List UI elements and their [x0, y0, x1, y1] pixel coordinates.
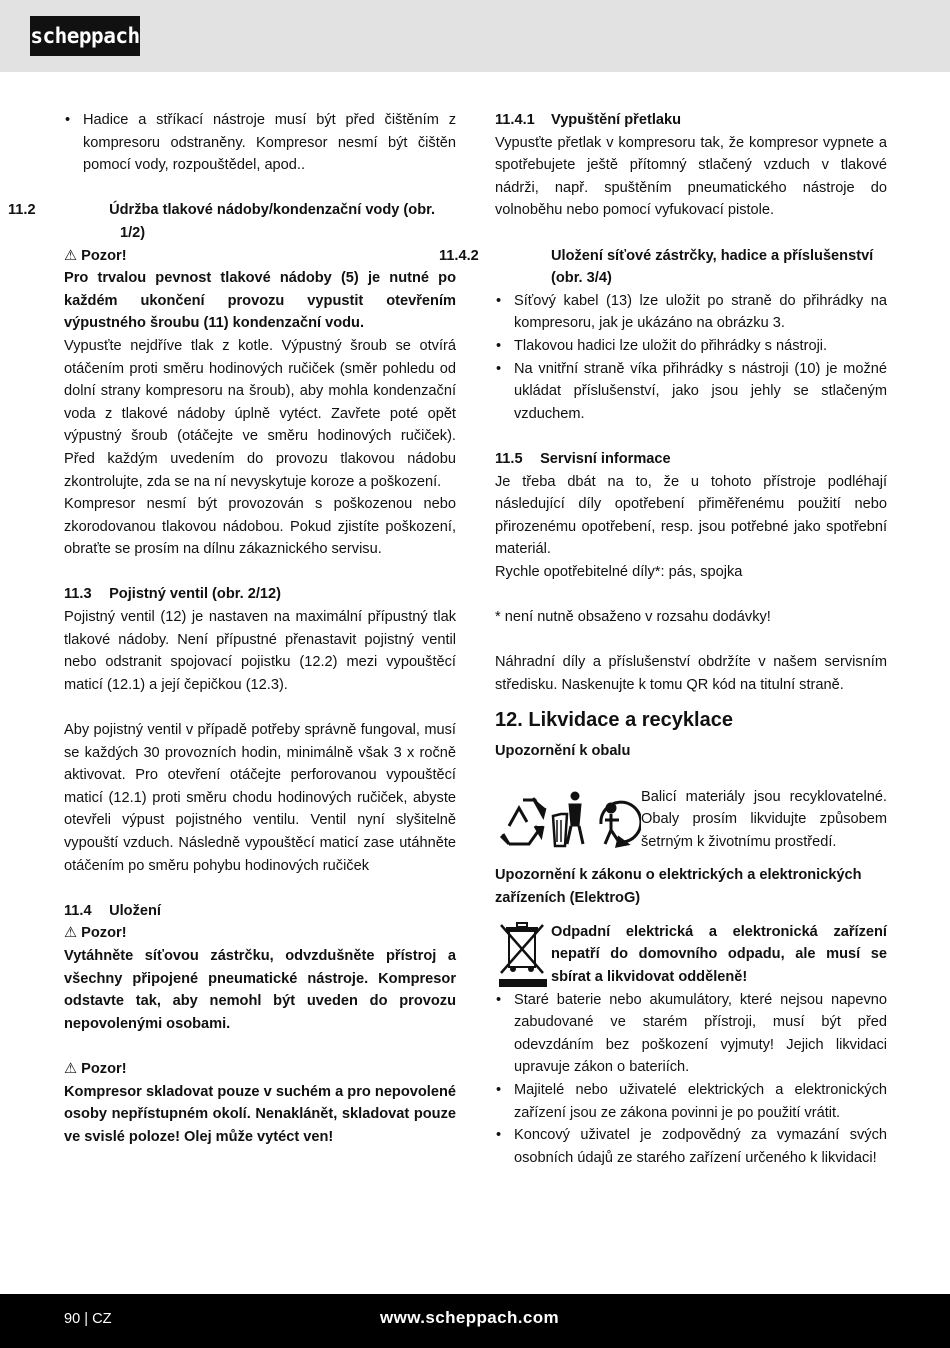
- chapter-heading: 12. Likvidace a recyklace: [495, 709, 733, 732]
- warning-triangle-icon: ⚠: [64, 1060, 78, 1077]
- section-heading-11-4: 11.4 Uložení: [64, 902, 161, 919]
- list-item: • Staré baterie nebo akumulátory, které nejsou napevno zabudované ve starém přístroji, musí být před odevzdáním bez poškození vyjmuty! Jejich likvidaci upravuje zákon o bateriích.: [495, 989, 887, 1079]
- cleaning-list: [64, 109, 456, 177]
- list-item: • Majitelé nebo uživatelé elektrických a elektronických zařízení jsou ze zákona povinni je po použití vrátit.: [495, 1079, 887, 1124]
- person-recycle-icon: [601, 802, 641, 846]
- subheading-packaging: Upozornění k obalu: [495, 743, 631, 760]
- scheppach-logo: scheppach: [30, 16, 140, 56]
- weee-notice: [495, 921, 887, 989]
- paragraph: Vypusťte přetlak v kompresoru tak, že kompresor vypnete a spotřebujete ještě přítomný stlačený vzduch v tlakové nádrži, např. spuštěním pneumatického nástroje do volnoběhu nebo pomocí vyfukovací pistole.: [495, 134, 887, 219]
- section-heading-11-2: 11.2 Údržba tlakové nádoby/kondenzační vody (obr. 1/2): [8, 202, 436, 241]
- weee-warning-text: Odpadní elektrická a elektronická zařízení nepatří do domovního odpadu, ale musí se sbírat a likvidovat odděleně!: [551, 923, 887, 985]
- paragraph: Kompresor nesmí být provozován s poškozenou nebo zkorodovanou tlakovou nádobou. Pokud zjistíte poškození, obraťte se prosím na dílnu zákaznického servisu.: [64, 496, 456, 558]
- trash-bin-person-icon: [553, 792, 583, 846]
- packaging-text: Balicí materiály jsou recyklovatelné. Obaly prosím likvidujte způsobem šetrným k životnímu prostředí.: [641, 788, 887, 850]
- packaging-notice: [495, 786, 887, 854]
- section-heading-11-3: 11.3 Pojistný ventil (obr. 2/12): [64, 586, 281, 603]
- footnote: * není nutně obsaženo v rozsahu dodávky!: [495, 609, 771, 626]
- list-item: • Na vnitřní straně víka přihrádky s nástroji (10) je možné ukládat příslušenství, jako jsou jehly se stlačeným vzduchem.: [495, 358, 887, 426]
- storage-list: [495, 290, 887, 426]
- warning-label: ⚠ Pozor!: [64, 925, 127, 942]
- warning-text: Vytáhněte síťovou zástrčku, odvzdušněte přístroj a všechny připojené pneumatické nástroje. Kompresor odstavte tak, aby nemohl být uveden do provozu nepovolenými osobami.: [64, 947, 456, 1032]
- section-heading-11-4-2: 11.4.2 Uložení síťové zástrčky, hadice a příslušenství (obr. 3/4): [439, 247, 874, 287]
- list-item: • Tlakovou hadici lze uložit do přihrádky s nástroji.: [495, 335, 887, 358]
- page-footer: [0, 1294, 950, 1348]
- paragraph: Rychle opotřebitelné díly*: pás, spojka: [495, 563, 743, 580]
- warning-label: ⚠ Pozor!: [64, 247, 127, 264]
- list-item: • Koncový uživatel je zodpovědný za vymazání svých osobních údajů ze starého zařízení určeného k likvidaci!: [495, 1124, 887, 1169]
- page-header: [0, 0, 950, 72]
- warning-label: ⚠ Pozor!: [64, 1060, 127, 1077]
- left-column: [8, 109, 456, 1148]
- website-link[interactable]: www.scheppach.com: [380, 1308, 560, 1327]
- right-column: [439, 109, 887, 1169]
- paragraph: Je třeba dbát na to, že u tohoto přístroje podléhají následující díly opotřebení přiměřenému použití nebo přirozenému opotřebení, resp. jsou potřebné jako spotřební materiál.: [495, 473, 887, 558]
- page-number: 90 | CZ: [64, 1311, 112, 1327]
- subheading-electrog: Upozornění k zákonu o elektrických a elektronických zařízeních (ElektroG): [495, 867, 862, 906]
- paragraph: Vypusťte nejdříve tlak z kotle. Výpustný šroub se otvírá otáčením proti směru hodinových ručiček (směr pohledu od dolní strany kompresoru na šroub), aby mohla kondenzační voda z tlakové nádoby úplně vytéct. Zavřete poté opět výpustný šroub (otáčejte ve směru hodinových ručiček). Před každým uvedením do provozu tlakovou nádobu zkontrolujte, zda se na ní nevyskytuje koroze a poškození.: [64, 337, 456, 490]
- warning-triangle-icon: ⚠: [64, 247, 78, 264]
- warning-text: Pro trvalou pevnost tlakové nádoby (5) je nutné po každém ukončení provozu vypustit otevřením výpustného šroubu (11) kondenzační vodu.: [64, 270, 456, 332]
- recycle-icon: [501, 798, 545, 844]
- list-item: • Síťový kabel (13) lze uložit po straně do přihrádky na kompresoru, jak je ukázáno na obrázku 3.: [495, 290, 887, 335]
- weee-list: [495, 989, 887, 1170]
- section-heading-11-4-1: 11.4.1 Vypuštění přetlaku: [495, 112, 682, 128]
- warning-triangle-icon: ⚠: [64, 925, 78, 942]
- crossed-out-bin-icon: [495, 921, 551, 989]
- warning-text: Kompresor skladovat pouze v suchém a pro nepovolené osoby nepřístupném okolí. Nenaklánět, skladovat pouze ve svislé poloze! Olej může vytéct ven!: [64, 1083, 456, 1145]
- section-heading-11-5: 11.5 Servisní informace: [495, 450, 671, 467]
- paragraph: Pojistný ventil (12) je nastaven na maximální přípustný tlak tlakové nádoby. Není přípustné přenastavit pojistný ventil nebo odstranit spojovací pojistku (12.2) mezi vypouštěcí maticí (12.1) a její čepičkou (12.3).: [64, 609, 456, 693]
- recycling-icons: [495, 786, 641, 852]
- paragraph: Aby pojistný ventil v případě potřeby správně fungoval, musí se každých 30 provozních hodin, minimálně však 3 x ročně aktivovat. Pro otevření otáčejte perforovanou vypouštěcí maticí (12.1) proti směru chodu hodinových ručiček, abyste otevřeli výpust pojistného ventilu. Ventil nyní slyšitelně vypouští vzduch. Následně vypouštěcí maticí zase utáhněte otáčením po směru pohybu hodinových ručiček: [64, 722, 456, 874]
- list-item: • Hadice a stříkací nástroje musí být před čištěním z kompresoru odstraněny. Kompresor nesmí být čištěn pomocí vody, rozpouštědel, apod..: [64, 109, 456, 177]
- paragraph: Náhradní díly a příslušenství obdržíte v našem servisním středisku. Naskenujte k tomu QR kód na titulní straně.: [495, 654, 887, 693]
